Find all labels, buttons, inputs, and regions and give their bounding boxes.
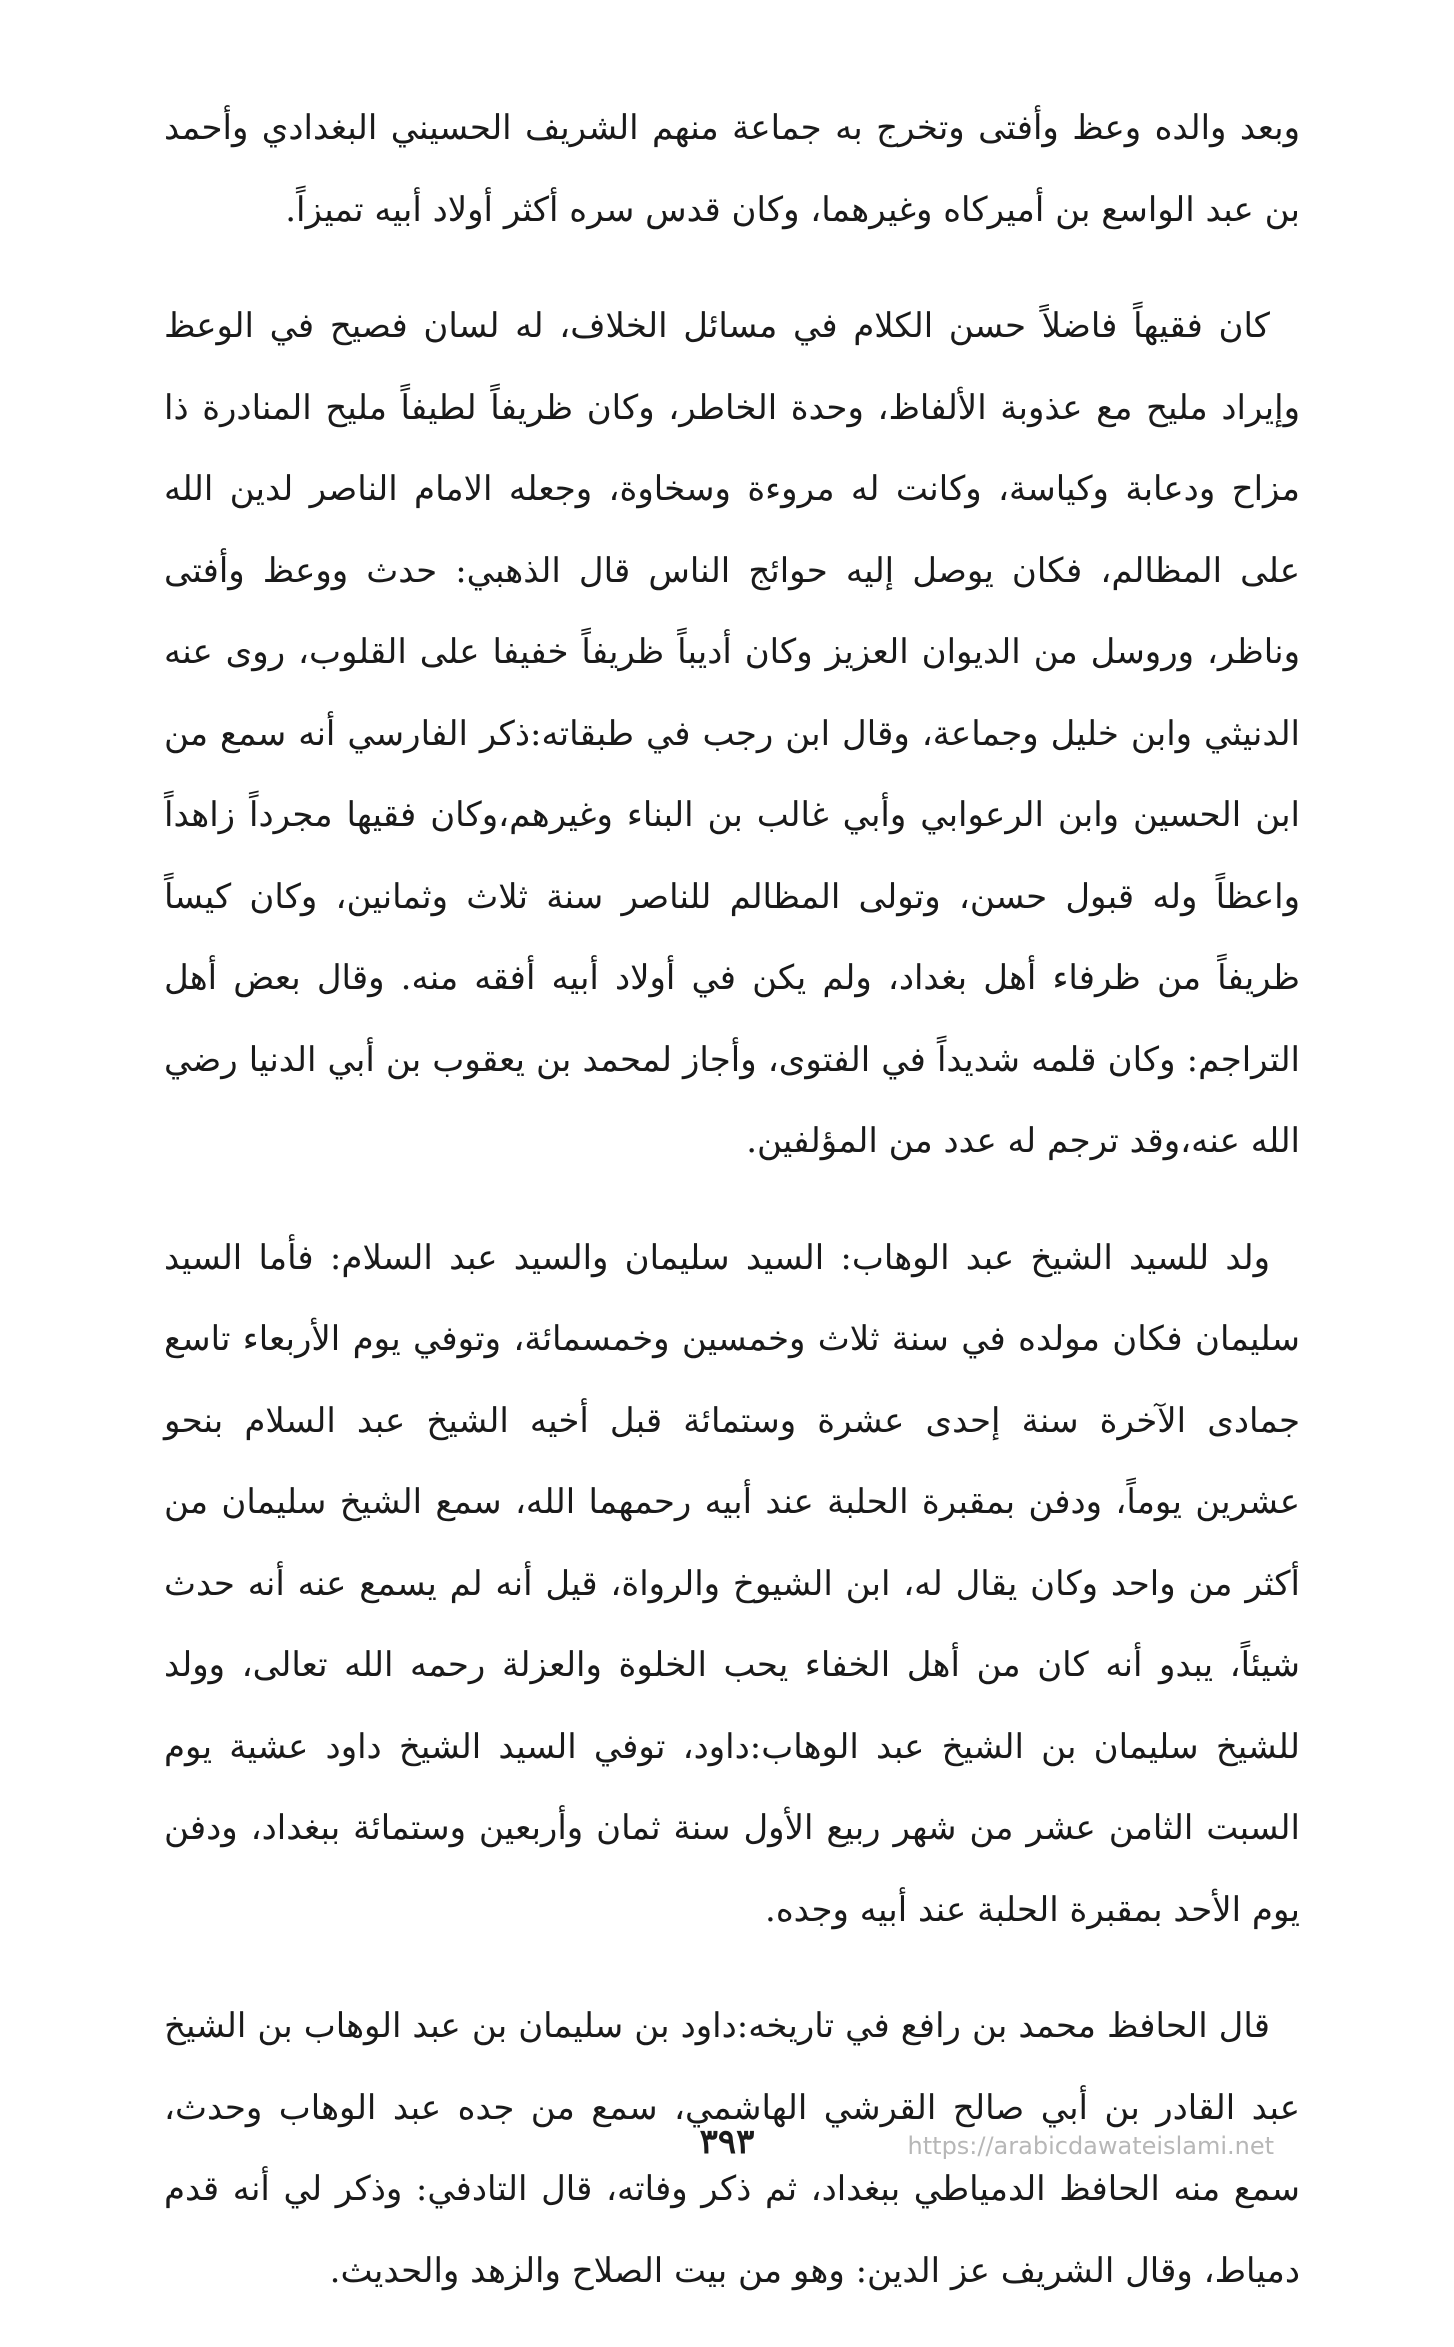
paragraph-1: وبعد والده وعظ وأفتى وتخرج به جماعة منهم الشريف الحسيني البغدادي وأحمد بن عبد الواسع بن أميركاه وغيرهما، وكان قدس سره أكثر أولاد أبيه تميزاً. bbox=[164, 108, 1300, 230]
page-body-text bbox=[164, 88, 1300, 2347]
paragraph-2: كان فقيهاً فاضلاً حسن الكلام في مسائل الخلاف، له لسان فصيح في الوعظ وإيراد مليح مع عذوبة الألفاظ، وحدة الخاطر، وكان ظريفاً لطيفاً مليح المنادرة ذا مزاح ودعابة وكياسة، وكانت له مروءة وسخاوة، وجعله الامام الناصر لدين الله على المظالم، فكان يوصل إليه حوائج الناس قال الذهبي: حدث ووعظ وأفتى وناظر، وروسل من الديوان العزيز وكان أديباً ظريفاً خفيفا على القلوب، روى عنه الدنيثي وابن خليل وجماعة، وقال ابن رجب في طبقاته:ذكر الفارسي أنه سمع من ابن الحسين وابن الرعوابي وأبي غالب بن البناء وغيرهم،وكان فقيها مجرداً زاهداً واعظاً وله قبول حسن، وتولى المظالم للناصر سنة ثلاث وثمانين، وكان كيساً ظريفاً من ظرفاء أهل بغداد، ولم يكن في أولاد أبيه أفقه منه. وقال بعض أهل التراجم: وكان قلمه شديداً في الفتوى، وأجاز لمحمد بن يعقوب بن أبي الدنيا رضي الله عنه،وقد ترجم له عدد من المؤلفين. bbox=[164, 306, 1301, 1161]
paragraph-4: قال الحافظ محمد بن رافع في تاريخه:داود بن سليمان بن عبد الوهاب بن الشيخ عبد القادر بن أبي صالح القرشي الهاشمي، سمع من جده عبد الوهاب وحدث، سمع منه الحافظ الدمياطي ببغداد، ثم ذكر وفاته، قال التادفي: وذكر لي أنه قدم دمياط، وقال الشريف عز الدين: وهو من بيت الصلاح والزهد والحديث. bbox=[164, 2006, 1300, 2291]
paragraph-3: ولد للسيد الشيخ عبد الوهاب: السيد سليمان والسيد عبد السلام: فأما السيد سليمان فكان مولده في سنة ثلاث وخمسين وخمسمائة، وتوفي يوم الأربعاء تاسع جمادى الآخرة سنة إحدى عشرة وستمائة قبل أخيه الشيخ عبد السلام بنحو عشرين يوماً، ودفن بمقبرة الحلبة عند أبيه رحمهما الله، سمع الشيخ سليمان من أكثر من واحد وكان يقال له، ابن الشيوخ والرواة، قيل أنه لم يسمع عنه أنه حدث شيئاً، يبدو أنه كان من أهل الخفاء يحب الخلوة والعزلة رحمه الله تعالى، وولد للشيخ سليمان بن الشيخ عبد الوهاب:داود، توفي السيد الشيخ داود عشية يوم السبت الثامن عشر من شهر ربيع الأول سنة ثمان وأربعين وستمائة ببغداد، ودفن يوم الأحد بمقبرة الحلبة عند أبيه وجده. bbox=[164, 1237, 1300, 1930]
watermark-url: https://arabicdawateislami.net bbox=[907, 2132, 1274, 2160]
page-number: ٣٩٣ bbox=[699, 2122, 755, 2162]
